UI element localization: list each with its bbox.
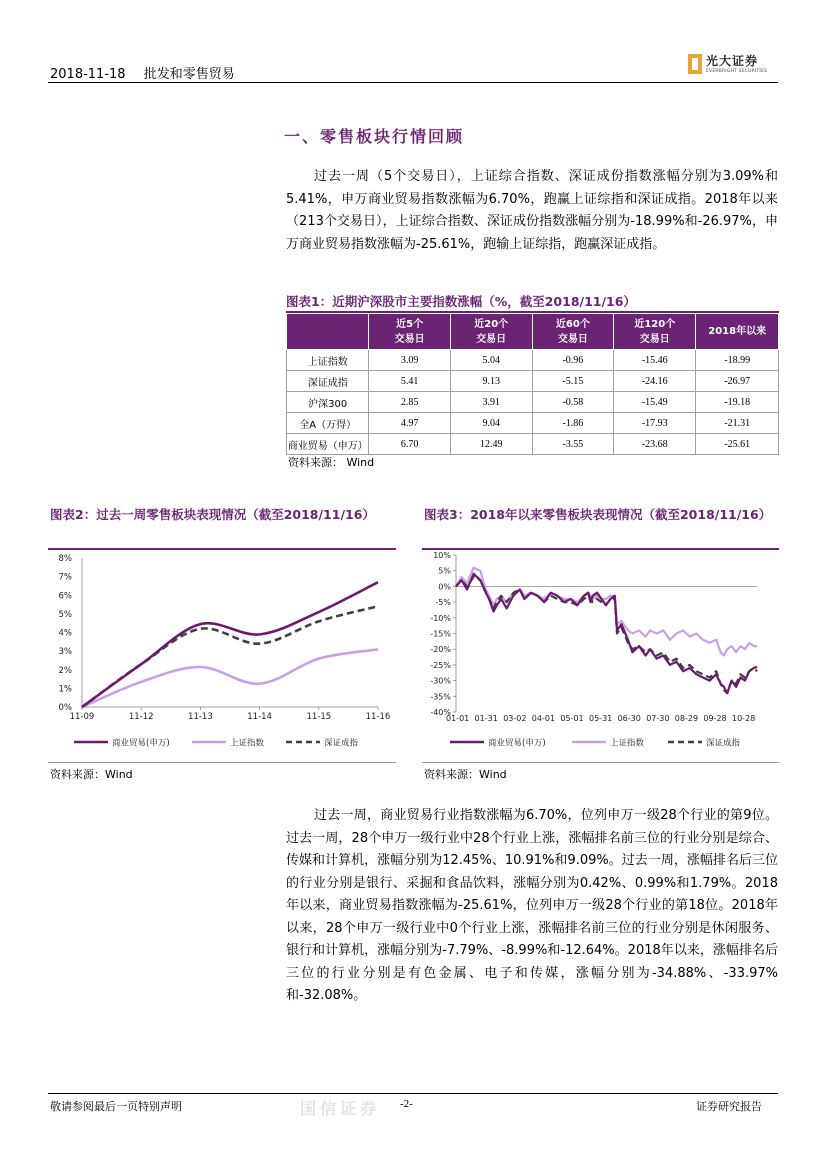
x-tick-label: 05-01	[560, 714, 584, 723]
value-cell: -3.55	[532, 434, 614, 455]
figure3-bottom-rule	[422, 762, 779, 763]
x-tick-label: 05-31	[589, 714, 613, 723]
table-row	[287, 371, 779, 392]
x-tick-label: 04-01	[531, 714, 556, 723]
value-cell: -26.97	[696, 371, 779, 392]
x-tick-label: 07-30	[646, 714, 670, 723]
section-title: 一、零售板块行情回顾	[284, 127, 465, 146]
legend-label-trade: 商业贸易(申万)	[112, 738, 170, 749]
ytd-performance-chart	[422, 550, 779, 760]
logo-name-cn: 光大证券	[706, 54, 759, 68]
value-cell: 4.97	[369, 413, 450, 434]
value-cell: -15.49	[614, 392, 696, 413]
row-label-cell: 全A（万得）	[287, 413, 369, 434]
value-cell: -25.61	[696, 434, 779, 455]
y-tick-label: 10%	[433, 551, 451, 560]
x-tick-label: 08-29	[674, 714, 699, 723]
y-tick-label: -40%	[430, 708, 451, 717]
header-divider	[48, 82, 778, 83]
figure2-bottom-rule	[48, 762, 396, 763]
x-tick-label: 01-01	[446, 714, 470, 723]
x-tick-label: 11-12	[128, 712, 154, 722]
series-line-shanghai	[456, 568, 757, 656]
table1-source: 资料来源： Wind	[288, 456, 375, 469]
table1-title: 图表1：近期沪深股市主要指数涨幅（%，截至2018/11/16）	[286, 294, 636, 309]
value-cell: -19.18	[696, 392, 779, 413]
value-cell: 6.70	[369, 434, 450, 455]
index-performance-table	[286, 313, 779, 455]
y-tick-label: 5%	[438, 566, 451, 576]
x-tick-label: 11-14	[247, 712, 272, 722]
y-tick-label: 7%	[58, 572, 72, 583]
series-line-shenzhen	[82, 606, 378, 707]
value-cell: 9.04	[450, 413, 532, 434]
y-tick-label: 0%	[58, 703, 72, 713]
row-label-cell: 商业贸易（申万）	[287, 434, 369, 455]
footer-disclaimer: 敬请参阅最后一页特别声明	[50, 1100, 182, 1113]
table-header-row	[287, 314, 779, 350]
table-header-cell: 近5个 交易日	[369, 314, 450, 350]
footer-report-type: 证券研究报告	[696, 1100, 762, 1113]
x-tick-label: 09-28	[703, 714, 727, 723]
value-cell: 3.91	[450, 392, 532, 413]
y-tick-label: -10%	[430, 613, 451, 623]
x-tick-label: 01-31	[474, 714, 498, 723]
report-industry: 批发和零售贸易	[143, 67, 235, 82]
logo-mark-icon	[688, 54, 702, 74]
value-cell: -5.15	[532, 371, 614, 392]
logo-name-en: EVERBRIGHT SECURITIES	[706, 69, 768, 74]
report-date: 2018-11-18	[50, 67, 126, 82]
weekly-performance-chart	[48, 550, 398, 760]
y-tick-label: 8%	[58, 554, 72, 564]
value-cell: -15.46	[614, 350, 696, 371]
x-tick-label: 03-02	[503, 714, 527, 723]
y-tick-label: -30%	[430, 676, 451, 686]
y-tick-label: 5%	[58, 609, 72, 620]
table-header-cell: 近20个 交易日	[450, 314, 532, 350]
value-cell: -0.58	[532, 392, 614, 413]
value-cell: -1.86	[532, 413, 614, 434]
footer-divider	[48, 1093, 778, 1094]
row-label-cell: 深证成指	[287, 371, 369, 392]
figure3-title: 图表3：2018年以来零售板块表现情况（截至2018/11/16）	[424, 507, 772, 522]
x-tick-label: 11-15	[306, 712, 332, 722]
table-header-cell: 2018年以来	[696, 314, 779, 350]
value-cell: 5.04	[450, 350, 532, 371]
value-cell: 5.41	[369, 371, 450, 392]
value-cell: 3.09	[369, 350, 450, 371]
figure2-title: 图表2：过去一周零售板块表现情况（截至2018/11/16）	[50, 507, 375, 522]
y-tick-label: -20%	[430, 645, 451, 655]
value-cell: -23.68	[614, 434, 696, 455]
y-tick-label: -25%	[430, 660, 451, 670]
y-tick-label: -35%	[430, 692, 451, 702]
x-tick-label: 11-16	[365, 712, 391, 722]
value-cell: 12.49	[450, 434, 532, 455]
y-tick-label: 3%	[58, 647, 72, 658]
y-tick-label: 1%	[58, 684, 72, 695]
x-tick-label: 11-09	[69, 712, 95, 722]
legend-label-trade: 商业贸易(申万)	[488, 738, 546, 749]
table-header-cell: 近60个 交易日	[532, 314, 614, 350]
table-row	[287, 350, 779, 371]
value-cell: -17.93	[614, 413, 696, 434]
y-tick-label: 4%	[58, 628, 72, 639]
table-header-cell	[287, 314, 369, 350]
legend-label-shenzhen: 深证成指	[324, 738, 359, 749]
series-line-shanghai	[82, 649, 378, 707]
report-header	[50, 63, 249, 82]
row-label-cell: 上证指数	[287, 350, 369, 371]
table-row	[287, 413, 779, 434]
y-tick-label: -15%	[430, 629, 451, 639]
x-tick-label: 10-28	[732, 714, 756, 723]
y-tick-label: 2%	[58, 665, 72, 676]
legend-label-shanghai: 上证指数	[230, 738, 265, 749]
y-tick-label: 0%	[438, 582, 451, 592]
legend-label-shanghai: 上证指数	[610, 738, 645, 749]
series-line-shenzhen	[456, 577, 757, 693]
page-number: -2-	[400, 1098, 413, 1110]
value-cell: -18.99	[696, 350, 779, 371]
value-cell: -21.31	[696, 413, 779, 434]
figure3-source: 资料来源：Wind	[424, 768, 507, 781]
x-tick-label: 11-13	[188, 712, 213, 722]
company-logo	[688, 52, 780, 78]
table-row	[287, 392, 779, 413]
value-cell: 2.85	[369, 392, 450, 413]
value-cell: 9.13	[450, 371, 532, 392]
y-tick-label: 6%	[58, 591, 72, 602]
footer-watermark: 国信证券	[300, 1099, 381, 1118]
value-cell: -24.16	[614, 371, 696, 392]
table-header-cell: 近120个 交易日	[614, 314, 696, 350]
table-row	[287, 434, 779, 455]
x-tick-label: 06-30	[617, 714, 641, 723]
legend-label-shenzhen: 深证成指	[706, 738, 741, 749]
y-tick-label: -5%	[435, 598, 451, 608]
paragraph-2: 过去一周，商业贸易行业指数涨幅为6.70%，位列申万一级28个行业的第9位。过去一周，28个申万一级行业中28个行业上涨，涨幅排名前三位的行业分别是综合、传媒和计算机，涨幅分别为12.45%、10.91%和9.09%。过去一周，涨幅排名后三位的行业分别是银行、采掘和食品饮料，涨幅分别为0.42%、0.99%和1.79%。2018年以来，商业贸易指数涨幅为-25.61%，位列申万一级28个行业的第18位。2018年以来，28个申万一级行业中0个行业上涨，涨幅排名前三位的行业分别是休闲服务、银行和计算机，涨幅分别为-7.79%、-8.99%和-12.64%。2018年以来，涨幅排名后三位的行业分别是有色金属、电子和传媒，涨幅分别为-34.88%、-33.97%和-32.08%。	[286, 808, 778, 1003]
figure2-source: 资料来源：Wind	[50, 768, 133, 781]
row-label-cell: 沪深300	[287, 392, 369, 413]
value-cell: -0.96	[532, 350, 614, 371]
paragraph-1: 过去一周（5个交易日），上证综合指数、深证成份指数涨幅分别为3.09%和5.41%，申万商业贸易指数涨幅为6.70%，跑赢上证综指和深证成指。2018年以来（213个交易日），上证综合指数、深证成份指数涨幅分别为-18.99%和-26.97%，申万商业贸易指数涨幅为-25.61%，跑输上证综指，跑赢深证成指。	[286, 169, 778, 252]
